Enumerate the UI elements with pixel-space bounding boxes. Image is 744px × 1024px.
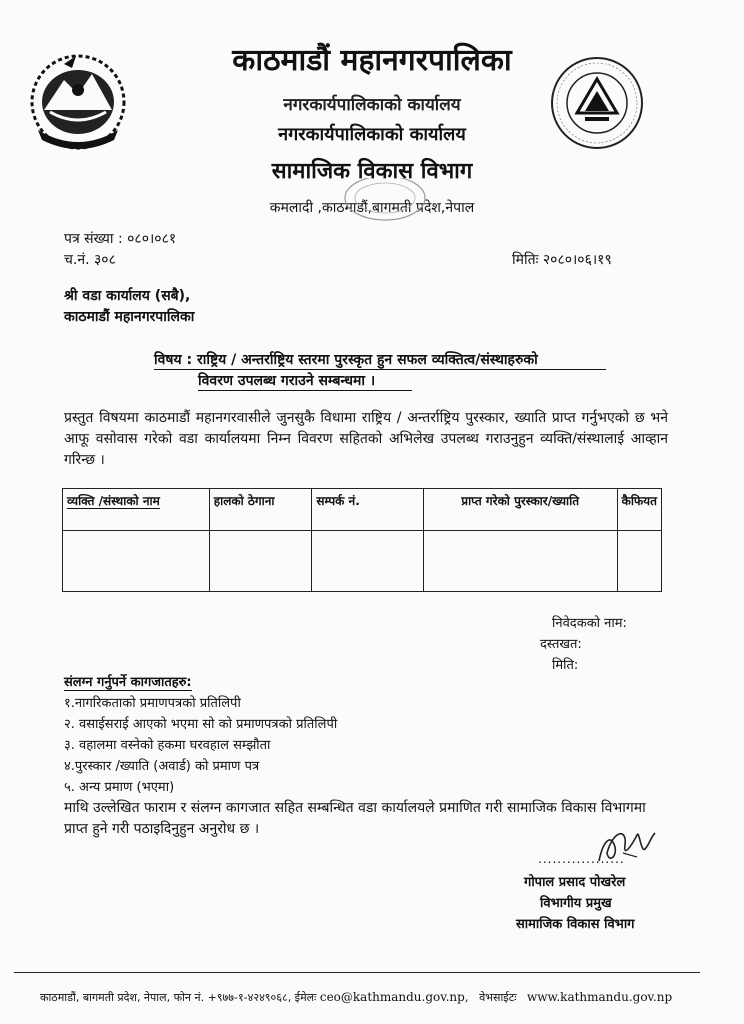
- office-line-2: नगरकार्यपालिकाको कार्यालय: [278, 124, 466, 145]
- signatory-title: विभागीय प्रमुख: [540, 896, 612, 911]
- list-item: ५. अन्य प्रमाण (भएमा): [64, 780, 175, 795]
- table-header-cell: हालको ठेगाना: [209, 489, 312, 531]
- table-header-cell: प्राप्त गरेको पुरस्कार/ख्याति: [423, 489, 617, 531]
- subject-line-2: विवरण उपलब्ध गराउने सम्बन्धमा ।: [198, 373, 376, 389]
- addressee-line-2: काठमाडौं महानगरपालिका: [64, 309, 195, 325]
- table-header-cell: सम्पर्क नं.: [312, 489, 423, 531]
- subject-line-1: विषय : राष्ट्रिय / अन्तर्राष्ट्रिय स्तरमा पुरस्कृत हुन सफल व्यक्तित्व/संस्थाहरुको: [154, 352, 538, 368]
- footer-address: काठमाडौं, बागमती प्रदेश, नेपाल, फोन नं. +९७७-१-४२४९०६८, ईमेलः: [40, 991, 317, 1004]
- subject-underline-2: [198, 390, 412, 391]
- table-cell: [209, 531, 312, 592]
- body-paragraph: प्रस्तुत विषयमा काठमाडौं महानगरवासीले जुनसुकै विधामा राष्ट्रिय / अन्तर्राष्ट्रिय पुरस्कार, ख्याति प्राप्त गर्नुभएको छ भने आफू वसोवास गरेको वडा कार्यालयमा निम्न विवरण सहितको अभिलेख उपलब्ध गराउनुहुन व्यक्ति/संस्थालाई आव्हान गरिन्छ ।: [64, 410, 668, 468]
- footer: [40, 990, 672, 1005]
- table-header-row: [63, 489, 662, 531]
- list-item: ४.पुरस्कार /ख्याति (अवार्ड) को प्रमाण पत्र: [64, 759, 260, 774]
- office-line-1: नगरकार्यपालिकाको कार्यालय: [283, 95, 461, 115]
- subject-underline-1: [154, 369, 606, 370]
- closing-paragraph: माथि उल्लेखित फाराम र संलग्न कागजात सहित सम्बन्धित वडा कार्यालयले प्रमाणित गरी सामाजिक विकास विभागमा प्राप्त हुने गरी पठाइदिनुहुन अनुरोध छ ।: [64, 800, 646, 837]
- office-address: कमलादी ,काठमाडौं,बागमती प्रदेश,नेपाल: [269, 200, 475, 216]
- footer-website-label: वेभसाईटः: [479, 991, 517, 1004]
- applicant-date-label: मिति:: [552, 658, 579, 673]
- org-name: काठमाडौं महानगरपालिका: [232, 43, 512, 78]
- government-emblem-icon: [24, 50, 132, 150]
- applicant-name-label: निवेदकको नाम:: [552, 616, 627, 631]
- table-cell: [423, 531, 617, 592]
- signatory-name: गोपाल प्रसाद पोखरेल: [524, 875, 626, 890]
- list-item: ३. वहालमा वस्नेको हकमा घरवहाल सम्झौता: [64, 738, 271, 753]
- addressee-line-1: श्री वडा कार्यालय (सबै),: [64, 288, 191, 304]
- signature-line: ..................: [538, 852, 625, 866]
- footer-email[interactable]: ceo@kathmandu.gov.np,: [319, 990, 469, 1004]
- details-table: [62, 488, 662, 592]
- table-cell: [312, 531, 423, 592]
- applicant-signature-label: दस्तखत:: [540, 637, 582, 652]
- table-header-cell: व्यक्ति /संस्थाको नाम: [63, 489, 210, 531]
- reference-number: पत्र संख्या : ०८०।०८१: [64, 231, 177, 247]
- office-stamp-icon: [340, 178, 430, 230]
- table-header-cell: कैफियत: [617, 489, 661, 531]
- kathmandu-metropolitan-seal-icon: [549, 55, 645, 151]
- table-cell: [617, 531, 661, 592]
- footer-website[interactable]: www.kathmandu.gov.np: [526, 990, 673, 1004]
- signatory-department: सामाजिक विकास विभाग: [516, 917, 635, 932]
- attachments-heading: संलग्न गर्नुपर्ने कागजातहरु:: [64, 672, 192, 691]
- letter-date: मितिः २०८०।०६।१९: [512, 252, 612, 268]
- table-cell: [63, 531, 210, 592]
- footer-divider: [14, 972, 700, 973]
- department-name: सामाजिक विकास विभाग: [271, 159, 473, 184]
- table-row: [63, 531, 662, 592]
- list-item: २. वसाईसराई आएको भएमा सो को प्रमाणपत्रको प्रतिलिपी: [64, 717, 338, 732]
- list-item: १.नागरिकताको प्रमाणपत्रको प्रतिलिपी: [64, 696, 241, 711]
- dispatch-number: च.नं. ३०८: [64, 252, 116, 268]
